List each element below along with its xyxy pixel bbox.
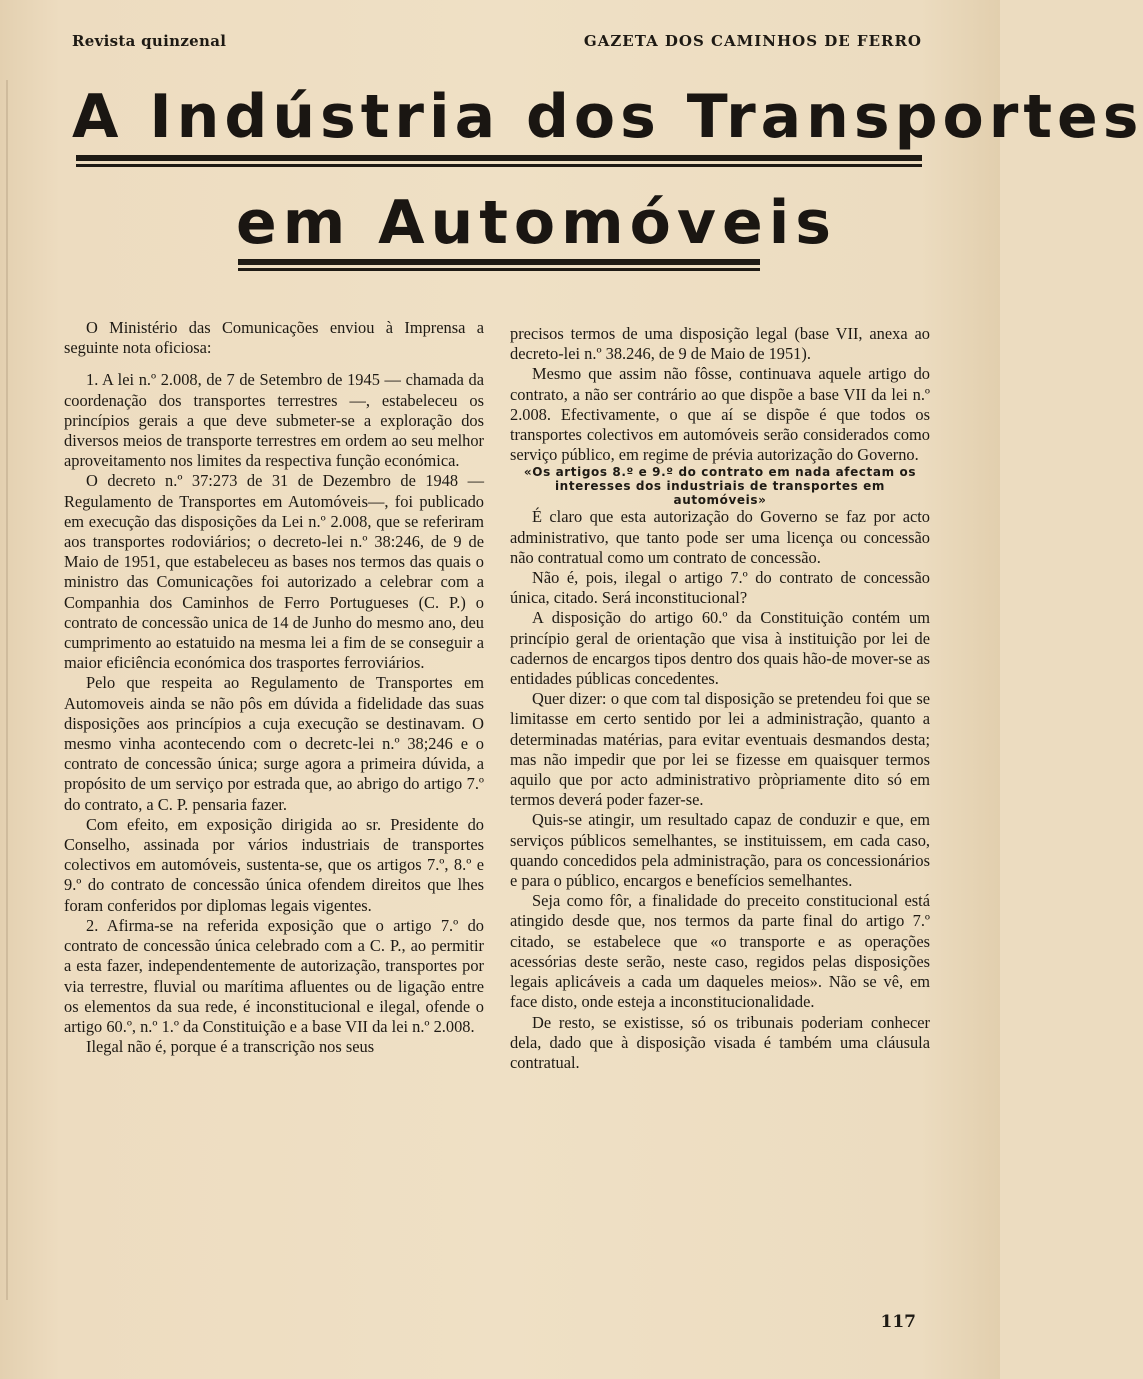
paragraph: precisos termos de uma disposição legal (base VII, anexa ao decreto-lei n.º 38.246, de 9 de Maio de 1951). (510, 324, 930, 364)
paragraph: Pelo que respeita ao Regulamento de Transportes em Automoveis ainda se não pôs em dúvida a fidelidade das suas disposições aos princípios a cuja execução se destinavam. O mesmo vinha acontecendo com o decretc-lei n.º 38;246 e o contrato de concessão única; surge agora a primeira dúvida, a propósito de um serviço por estrada que, ao abrigo do artigo 7.º do contrato, a C. P. pensaria fazer. (64, 673, 484, 814)
paragraph: 1. A lei n.º 2.008, de 7 de Setembro de 1945 — chamada da coordenação dos transportes terrestres —, estabeleceu os princípios gerais a que deve submeter-se a exploração dos diversos meios de transporte terrestres em ordem ao seu melhor aproveitamento nos limites da respectiva função económica. (64, 370, 484, 471)
paragraph: Com efeito, em exposição dirigida ao sr. Presidente do Conselho, assinada por vários industriais de transportes colectivos em automóveis, sustenta-se, que os artigos 7.º, 8.º e 9.º do contrato de concessão única ofendem direitos que lhes foram conferidos por diplomas legais vigentes. (64, 814, 484, 915)
title-rule-thin-1 (76, 164, 922, 167)
paragraph: O decreto n.º 37:273 de 31 de Dezembro de 1948 — Regulamento de Transportes em Automóveis—, foi publicado em execução das disposições da Lei n.º 2.008, que se referiram aos transportes rodoviários; o decreto-lei n.º 38:246, de 9 de Maio de 1951, que estabeleceu as bases nos termos das quais o ministro das Comunicações foi autorizado a celebrar com a Companhia dos Caminhos de Ferro Portugueses (C. P.) o contrato de concessão unica de 14 de Junho do mesmo ano, deu cumprimento ao estatuido na mesma lei a fim de se conseguir a maior eficiência económica dos trasportes ferroviários. (64, 471, 484, 673)
paragraph: Seja como fôr, a finalidade do preceito constitucional está atingido desde que, nos termos da parte final do artigo 7.º citado, se estabelece que «o transporte e as operações acessórias deste serão, neste caso, regidos pelas disposições legais aplicáveis a cada um daqueles meios». Não se vê, em face disto, onde esteja a inconstitucionalidade. (510, 891, 930, 1012)
paragraph: O Ministério das Comunicações enviou à Imprensa a seguinte nota oficiosa: (64, 318, 484, 358)
paragraph: Ilegal não é, porque é a transcrição nos seus (86, 1037, 375, 1057)
page-number: 117 (880, 1312, 916, 1332)
paragraph: 2. Afirma-se na referida exposição que o artigo 7.º do contrato de concessão única celebrado com a C. P., ao permitir a esta fazer, independentemente de autorização, transportes por via terrestre, fluvial ou marítima afluentes ou de ligação entre os elementos da sua rede, é inconstitucional e ilegal, ofende o artigo 60.º, n.º 1.º da Constituição e a base VII da lei n.º 2.008. (64, 915, 484, 1036)
paragraph: Mesmo que assim não fôsse, continuava aquele artigo do contrato, a não ser contrário ao que dispõe a base VII da lei n.º 2.008. Efectivamente, o que aí se dispõe é que todos os transportes colectivos em automóveis serão considerados como serviço público, em regime de prévia autorização do Governo. (510, 364, 930, 465)
binding-shadow (6, 80, 8, 1300)
title-rule-thick-2 (238, 259, 760, 265)
article-title-line-1: A Indústria dos Transportes (72, 82, 1143, 152)
paragraph: A disposição do artigo 60.º da Constituição contém um princípio geral de orientação que visa à instituição por lei de cadernos de encargos tipos dentro dos quais hão-de mover-se as entidades públicas concedentes. (510, 608, 930, 689)
title-rule-thin-2 (238, 268, 760, 271)
title-rule-thick-1 (76, 155, 922, 161)
article-column-left (64, 318, 484, 1057)
paragraph: É claro que esta autorização do Governo se faz por acto administrativo, que tanto pode ser uma licença ou concessão não contratual como um contrato de concessão. (510, 507, 930, 567)
running-header-right: GAZETA DOS CAMINHOS DE FERRO (583, 32, 922, 50)
running-header-left: Revista quinzenal (72, 32, 227, 50)
paragraph: Quer dizer: o que com tal disposição se pretendeu foi que se limitasse em certo sentido por lei a administração, quanto a determinadas matérias, para evitar eventuais desmandos desta; mas não impedir que por lei se fizesse em quaisquer termos aquilo que por acto administrativo pròpriamente dito só em termos deverá poder fazer-se. (510, 689, 930, 810)
paragraph: Não é, pois, ilegal o artigo 7.º do contrato de concessão única, citado. Será inconstitucional? (510, 568, 930, 608)
paragraph: De resto, se existisse, só os tribunais poderiam conhecer dela, dado que à disposição visada é também uma cláusula contratual. (510, 1012, 930, 1072)
section-subheading: «Os artigos 8.º e 9.º do contrato em nada afectam os interesses dos industriais de transportes em automóveis» (523, 465, 917, 508)
article-title-line-2: em Automóveis (236, 188, 837, 258)
article-column-right (510, 324, 930, 1073)
paragraph: Quis-se atingir, um resultado capaz de conduzir e que, em serviços públicos semelhantes, se instituissem, em cada caso, quando concedidos pela administração, para os concessionários e para o público, encargos e benefícios semelhantes. (510, 810, 930, 891)
